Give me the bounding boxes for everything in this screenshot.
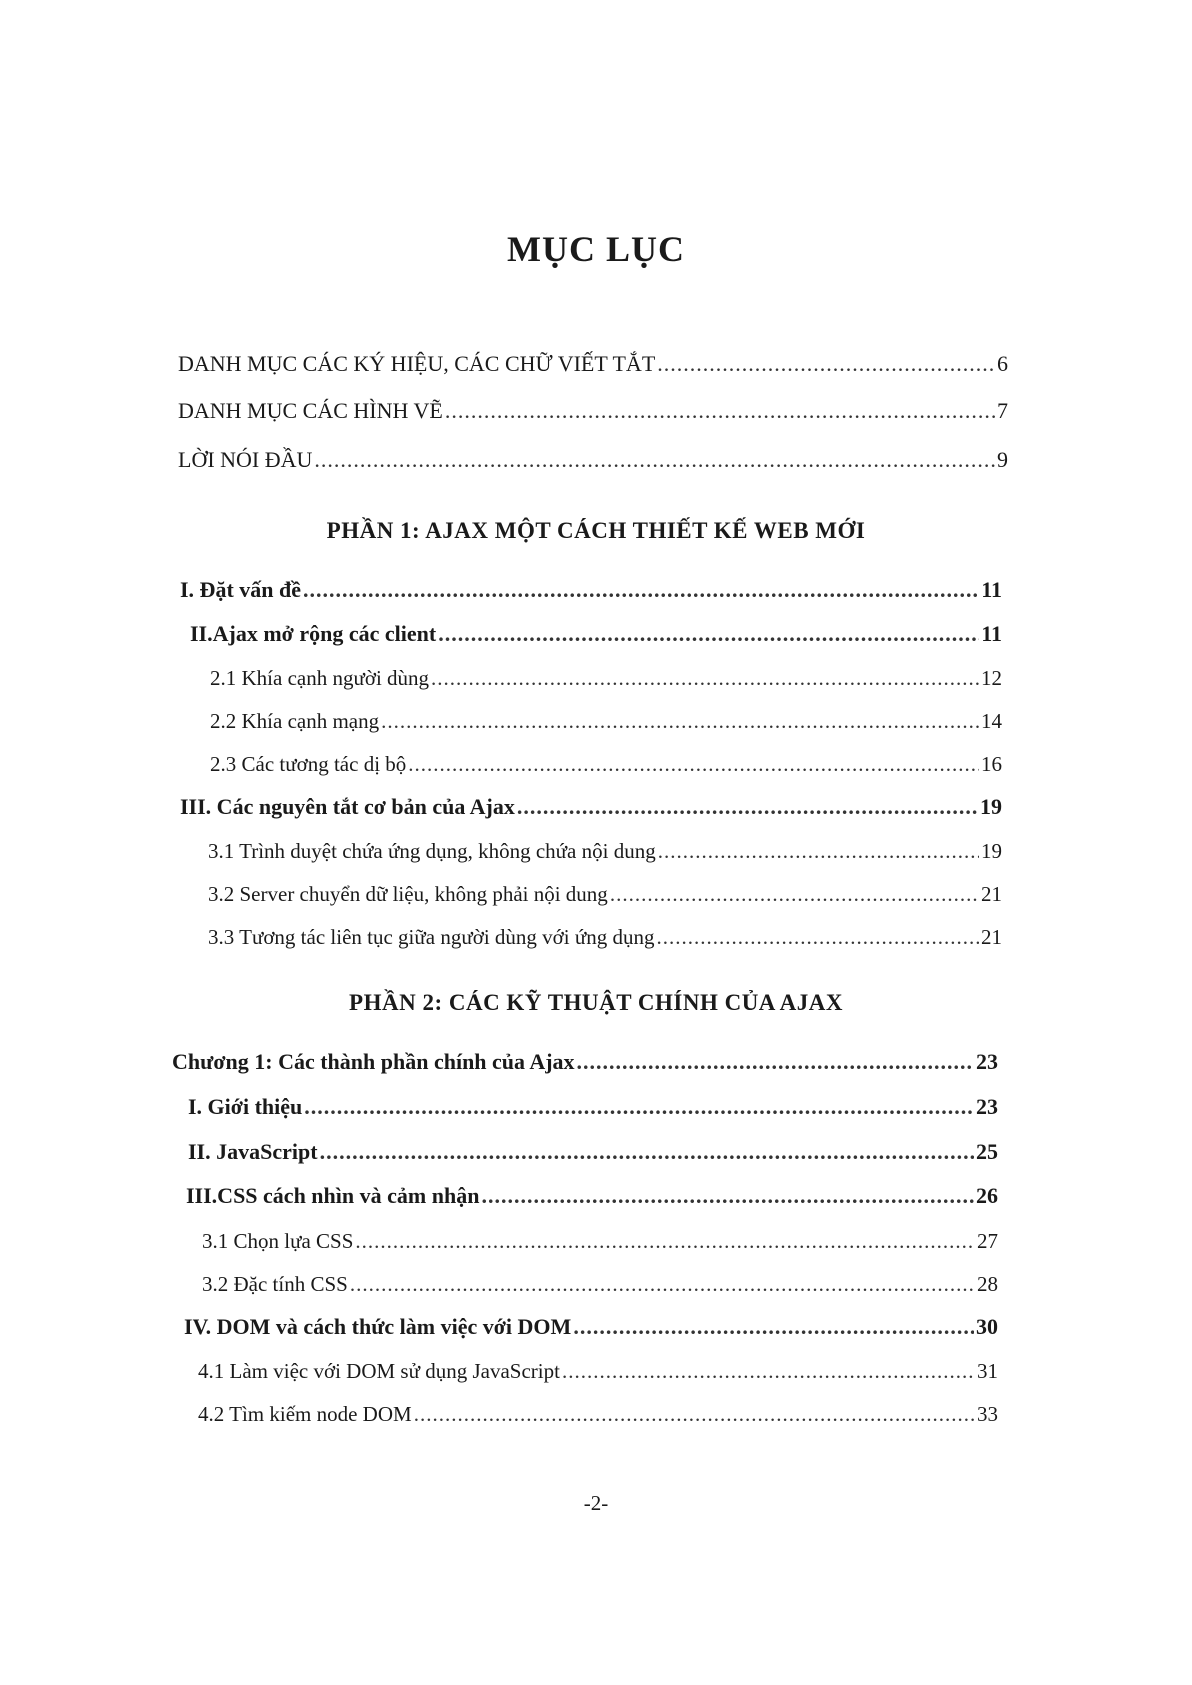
- toc-entry-label: I. Đặt vấn đề: [180, 577, 302, 602]
- toc-entry-page: 31: [977, 1359, 998, 1383]
- toc-entry-label: 2.3 Các tương tác dị bộ: [210, 752, 407, 776]
- leader-dots: [577, 1048, 974, 1076]
- toc-entry-page: 7: [997, 398, 1008, 423]
- toc-entry: [186, 1182, 998, 1210]
- leader-dots: [303, 576, 979, 604]
- toc-entry: [178, 446, 1008, 474]
- toc-entry-label: 3.3 Tương tác liên tục giữa người dùng với ứng dụng: [208, 925, 655, 949]
- leader-dots: [445, 397, 995, 425]
- leader-dots: [438, 620, 979, 648]
- leader-dots: [381, 707, 979, 735]
- toc-entry-label: 2.1 Khía cạnh người dùng: [210, 666, 430, 690]
- toc-entry-label: 2.2 Khía cạnh mạng: [210, 709, 380, 733]
- page-title: MỤC LỤC: [507, 229, 685, 269]
- toc-entry-label: DANH MỤC CÁC HÌNH VẼ: [178, 398, 443, 423]
- leader-dots: [350, 1270, 975, 1298]
- toc-entry: [190, 620, 1002, 648]
- leader-dots: [610, 880, 979, 908]
- toc-entry-page: 21: [981, 925, 1002, 949]
- leader-dots: [314, 446, 995, 474]
- toc-entry-page: 28: [977, 1272, 998, 1296]
- toc-entry-page: 26: [976, 1183, 998, 1208]
- toc-entry: [210, 664, 1002, 692]
- toc-entry-label: II.Ajax mở rộng các client: [190, 621, 437, 646]
- toc-entry-label: Chương 1: Các thành phần chính của Ajax: [172, 1049, 575, 1074]
- page-number: -2-: [583, 1491, 609, 1515]
- toc-entry-page: 6: [997, 351, 1008, 376]
- toc-entry: [180, 793, 1002, 821]
- toc-entry: [210, 707, 1002, 735]
- toc-entry-page: 21: [981, 882, 1002, 906]
- toc-entry-page: 27: [977, 1229, 998, 1253]
- leader-dots: [431, 664, 979, 692]
- toc-entry-label: LỜI NÓI ĐẦU: [178, 447, 313, 472]
- toc-entry-page: 19: [980, 794, 1002, 819]
- leader-dots: [320, 1138, 974, 1166]
- leader-dots: [304, 1093, 974, 1121]
- toc-entry-label: 3.2 Đặc tính CSS: [202, 1272, 348, 1296]
- toc-entry: [208, 837, 1002, 865]
- toc-entry: [172, 1048, 998, 1076]
- toc-entry: [202, 1270, 998, 1298]
- leader-dots: [517, 793, 978, 821]
- leader-dots: [573, 1313, 974, 1341]
- toc-entry-page: 12: [981, 666, 1002, 690]
- toc-entry-label: II. JavaScript: [188, 1139, 318, 1164]
- leader-dots: [414, 1400, 975, 1428]
- toc-entry-page: 33: [977, 1402, 998, 1426]
- leader-dots: [657, 350, 995, 378]
- toc-entry: [208, 880, 1002, 908]
- toc-entry-label: 3.1 Chọn lựa CSS: [202, 1229, 354, 1253]
- toc-entry-label: 3.2 Server chuyển dữ liệu, không phải nội dung: [208, 882, 608, 906]
- toc-entry-label: IV. DOM và cách thức làm việc với DOM: [184, 1314, 572, 1339]
- toc-entry: [184, 1313, 998, 1341]
- toc-entry: [188, 1093, 998, 1121]
- toc-entry-label: 3.1 Trình duyệt chứa ứng dụng, không chứa nội dung: [208, 839, 656, 863]
- toc-entry-page: 19: [981, 839, 1002, 863]
- toc-entry-label: III.CSS cách nhìn và cảm nhận: [186, 1183, 480, 1208]
- toc-entry: [178, 397, 1008, 425]
- toc-entry: [178, 350, 1008, 378]
- toc-entry: [188, 1138, 998, 1166]
- leader-dots: [481, 1182, 974, 1210]
- leader-dots: [658, 837, 979, 865]
- toc-entry-label: DANH MỤC CÁC KÝ HIỆU, CÁC CHỮ VIẾT TẮT: [178, 351, 656, 376]
- toc-entry-page: 23: [976, 1094, 998, 1119]
- toc-entry-page: 9: [997, 447, 1008, 472]
- leader-dots: [657, 923, 980, 951]
- toc-entry: [198, 1357, 998, 1385]
- toc-entry-page: 14: [981, 709, 1002, 733]
- toc-entry: [208, 923, 1002, 951]
- toc-entry: [198, 1400, 998, 1428]
- leader-dots: [355, 1227, 975, 1255]
- toc-entry-page: 11: [981, 621, 1002, 646]
- toc-entry-page: 16: [981, 752, 1002, 776]
- leader-dots: [562, 1357, 975, 1385]
- part-1-heading: PHẦN 1: AJAX MỘT CÁCH THIẾT KẾ WEB MỚI: [326, 518, 866, 543]
- toc-entry-label: III. Các nguyên tắt cơ bản của Ajax: [180, 794, 515, 819]
- leader-dots: [408, 750, 979, 778]
- toc-entry-label: I. Giới thiệu: [188, 1094, 303, 1119]
- toc-entry-page: 25: [976, 1139, 998, 1164]
- toc-entry-page: 11: [981, 577, 1002, 602]
- toc-entry: [210, 750, 1002, 778]
- toc-entry: [202, 1227, 998, 1255]
- part-2-heading: PHẦN 2: CÁC KỸ THUẬT CHÍNH CỦA AJAX: [349, 990, 843, 1015]
- toc-entry-label: 4.1 Làm việc với DOM sử dụng JavaScript: [198, 1359, 560, 1383]
- toc-entry: [180, 576, 1002, 604]
- toc-entry-label: 4.2 Tìm kiếm node DOM: [198, 1402, 412, 1426]
- toc-entry-page: 23: [976, 1049, 998, 1074]
- toc-entry-page: 30: [976, 1314, 998, 1339]
